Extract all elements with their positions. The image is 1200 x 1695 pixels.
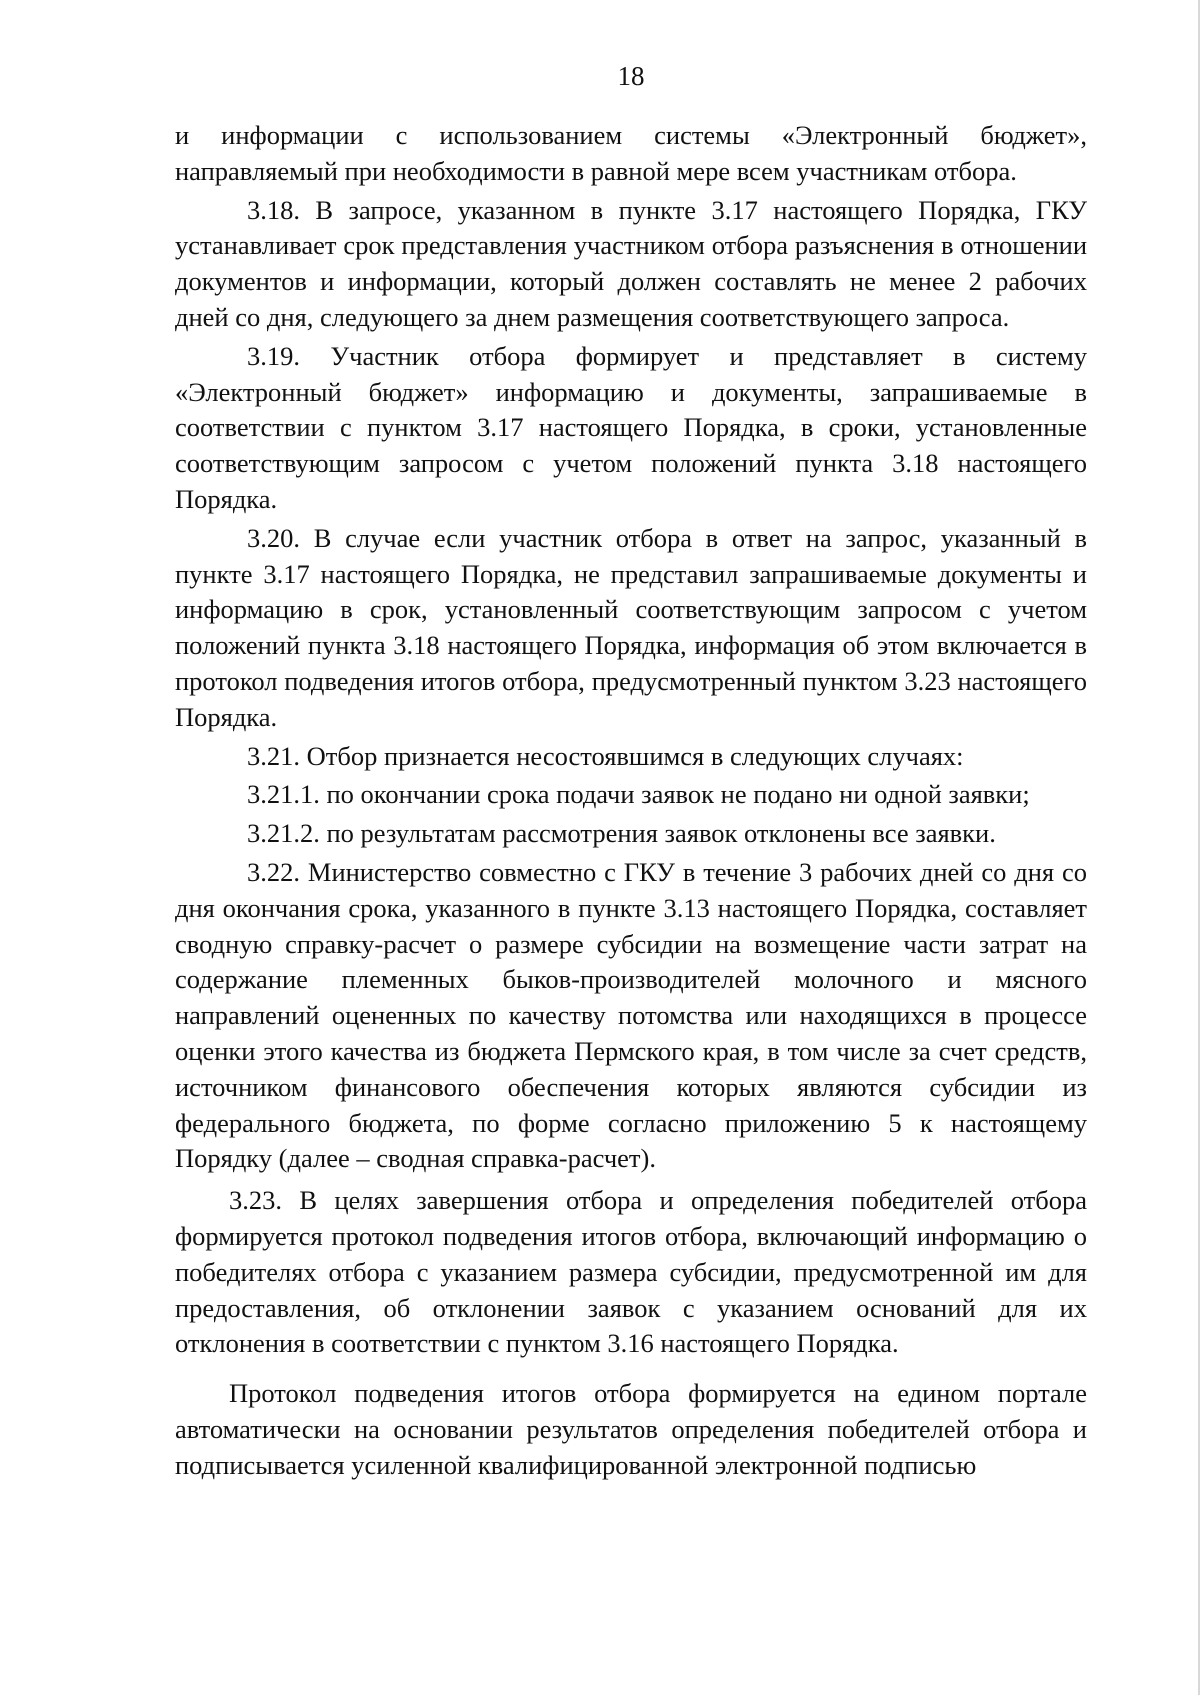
paragraph-3-21-2: 3.21.2. по результатам рассмотрения заявок отклонены все заявки. xyxy=(247,818,996,849)
paragraph-protocol: Протокол подведения итогов отбора формируется на едином портале автоматически на основании результатов определения победителей отбора и подписывается усиленной квалифицированной электронной подписью xyxy=(175,1378,1087,1480)
paragraph-3-21: 3.21. Отбор признается несостоявшимся в следующих случаях: xyxy=(247,740,964,771)
paragraph-3-21-1: 3.21.1. по окончании срока подачи заявок не подано ни одной заявки; xyxy=(247,779,1030,810)
paragraph-3-23: 3.23. В целях завершения отбора и определения победителей отбора формируется протокол подведения итогов отбора, включающий информацию о победителях отбора с указанием размера субсидии, предусмотренной им для предоставления, об отклонении заявок с указанием оснований для их отклонения в соответствии с пунктом 3.16 настоящего Порядка. xyxy=(175,1185,1087,1359)
paragraph-3-22: 3.22. Министерство совместно с ГКУ в течение 3 рабочих дней со дня со дня окончания срока, указанного в пункте 3.13 настоящего Порядка, составляет сводную справку-расчет о размере субсидии на возмещение части затрат на содержание племенных быков-производителей молочного и мясного направлений оцененных по качеству потомства или находящихся в процессе оценки этого качества из бюджета Пермского края, в том числе за счет средств, источником финансового обеспечения которых являются субсидии из федерального бюджета, по форме согласно приложению 5 к настоящему Порядку (далее – сводная справка-расчет). xyxy=(175,856,1087,1174)
paragraph-3-18: 3.18. В запросе, указанном в пункте 3.17 настоящего Порядка, ГКУ устанавливает срок представления участником отбора разъяснения в отношении документов и информации, который должен составлять не менее 2 рабочих дней со дня, следующего за днем размещения соответствующего запроса. xyxy=(175,194,1087,332)
page-number: 18 xyxy=(617,61,645,91)
document-body xyxy=(175,118,1087,1486)
paragraph-3-20: 3.20. В случае если участник отбора в ответ на запрос, указанный в пункте 3.17 настоящего Порядка, не представил запрашиваемые документы и информацию в срок, установленный соответствующим запросом с учетом положений пункта 3.18 настоящего Порядка, информация об этом включается в протокол подведения итогов отбора, предусмотренный пунктом 3.23 настоящего Порядка. xyxy=(175,522,1087,732)
paragraph-continuation: и информации с использованием системы «Электронный бюджет», направляемый при необходимости в равной мере всем участникам отбора. xyxy=(175,120,1087,186)
paragraph-3-19: 3.19. Участник отбора формирует и представляет в систему «Электронный бюджет» информацию и документы, запрашиваемые в соответствии с пунктом 3.17 настоящего Порядка, в сроки, установленные соответствующим запросом с учетом положений пункта 3.18 настоящего Порядка. xyxy=(175,340,1087,514)
